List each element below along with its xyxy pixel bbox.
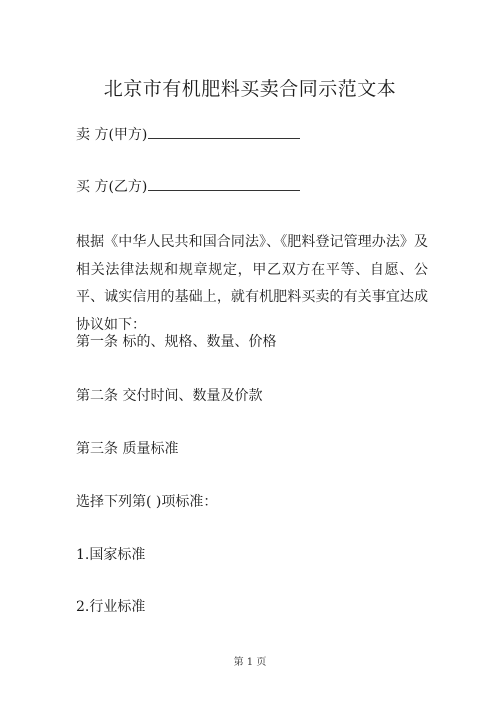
article-3: 第三条 质量标准 <box>76 441 179 457</box>
buyer-label: 买 方(乙方) <box>76 179 148 195</box>
article-2: 第二条 交付时间、数量及价款 <box>76 388 263 404</box>
buyer-line <box>76 176 300 197</box>
seller-label: 卖 方(甲方) <box>76 127 148 143</box>
standard-select: 选择下列第( )项标准： <box>76 494 218 510</box>
article-1: 第一条 标的、规格、数量、价格 <box>76 334 277 350</box>
seller-blank <box>148 124 300 139</box>
option-1: 1.国家标准 <box>76 547 146 563</box>
seller-line <box>76 124 300 145</box>
document-title: 北京市有机肥料买卖合同示范文本 <box>103 78 397 100</box>
intro-paragraph: 根据《中华人民共和国合同法》、《肥料登记管理办法》及相关法律法规和规章规定，甲乙双方在平等、自愿、公平、诚实信用的基础上，就有机肥料买卖的有关事宜达成协议如下： <box>76 234 428 333</box>
option-2: 2.行业标准 <box>76 599 146 615</box>
page-number: 第 1 页 <box>233 657 267 668</box>
buyer-blank <box>148 176 300 191</box>
